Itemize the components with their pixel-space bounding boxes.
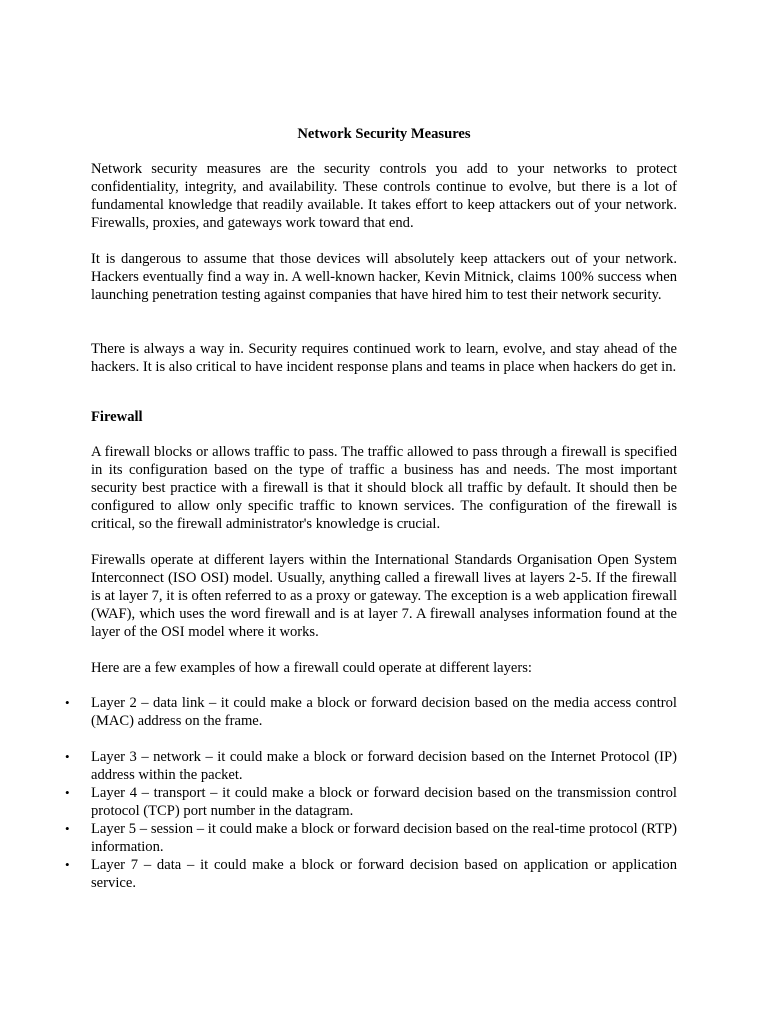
intro-paragraph-3: There is always a way in. Security requires continued work to learn, evolve, and stay ahead of the hackers. It is also critical to have incident response plans and teams in place when hackers do get in. [91,341,677,375]
bullet-text: Layer 3 – network – it could make a block or forward decision based on the Internet Protocol (IP) address within the packet. [91,749,677,783]
bullet-icon: • [65,695,70,710]
intro-paragraph-1: Network security measures are the security controls you add to your networks to protect confidentiality, integrity, and availability. These controls continue to evolve, but there is a lot of fundamental knowledge that readily available. It takes effort to keep attackers out of your network. Firewalls, proxies, and gateways work toward that end. [91,161,677,231]
intro-paragraph-2: It is dangerous to assume that those devices will absolutely keep attackers out of your network. Hackers eventually find a way in. A well-known hacker, Kevin Mitnick, claims 100% success when launching penetration testing against companies that have hired him to test their network security. [91,251,677,303]
bullet-text: Layer 5 – session – it could make a block or forward decision based on the real-time protocol (RTP) information. [91,821,677,855]
bullet-icon: • [65,749,70,764]
bullet-icon: • [65,785,70,800]
bullet-item-layer-3 [65,748,677,784]
bullet-item-layer-2 [65,694,677,730]
firewall-paragraph-1: A firewall blocks or allows traffic to pass. The traffic allowed to pass through a firewall is specified in its configuration based on the type of traffic a business has and needs. The most important security best practice with a firewall is that it should block all traffic by default. It should then be configured to allow only specific traffic to known services. The configuration of the firewall is critical, so the firewall administrator's knowledge is crucial. [91,444,677,532]
bullet-item-layer-7 [65,856,677,892]
bullet-icon: • [65,857,70,872]
firewall-heading: Firewall [91,409,143,425]
bullet-text: Layer 2 – data link – it could make a block or forward decision based on the media access control (MAC) address on the frame. [91,695,677,729]
firewall-paragraph-3: Here are a few examples of how a firewall could operate at different layers: [91,660,532,676]
bullet-icon: • [65,821,70,836]
bullet-item-layer-4 [65,784,677,820]
bullet-text: Layer 4 – transport – it could make a block or forward decision based on the transmission control protocol (TCP) port number in the datagram. [91,785,677,819]
firewall-paragraph-2: Firewalls operate at different layers within the International Standards Organisation Open System Interconnect (ISO OSI) model. Usually, anything called a firewall lives at layers 2-5. If the firewall is at layer 7, it is often referred to as a proxy or gateway. The exception is a web application firewall (WAF), which uses the word firewall and is at layer 7. A firewall analyses information found at the layer of the OSI model where it works. [91,552,677,640]
bullet-text: Layer 7 – data – it could make a block or forward decision based on application or application service. [91,857,677,891]
bullet-item-layer-5 [65,820,677,856]
document-title: Network Security Measures [297,126,471,142]
